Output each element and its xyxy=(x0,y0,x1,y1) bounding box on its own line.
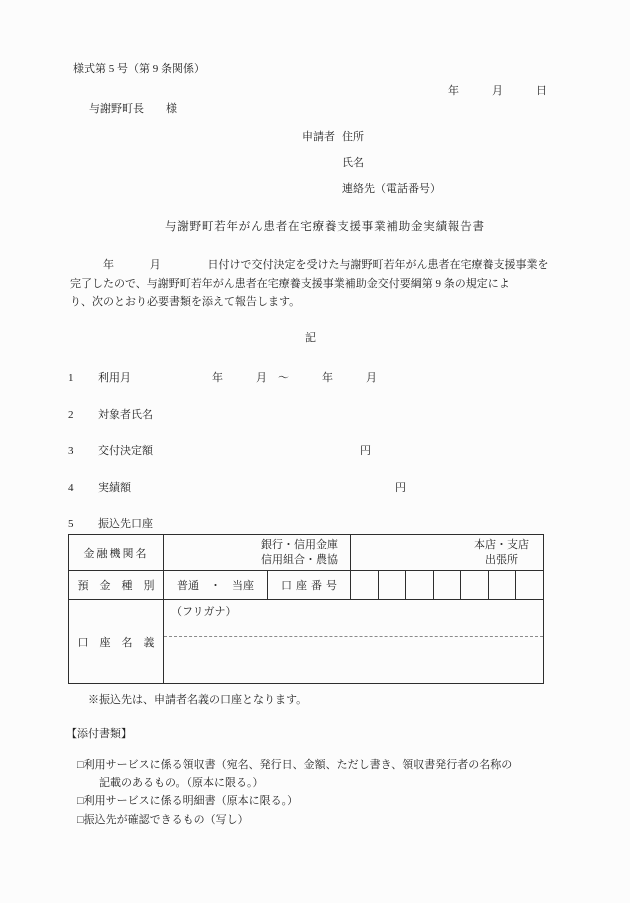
item-label: 利用月 xyxy=(98,372,131,384)
document-title: 与謝野町若年がん患者在宅療養支援事業補助金実績報告書 xyxy=(165,221,485,233)
applicant-label: 申請者 xyxy=(302,131,335,143)
item-number: 1 xyxy=(68,372,74,384)
issue-date-blank: 年 月 日 xyxy=(448,85,547,97)
deposit-type-options: 普通 ・ 当座 xyxy=(164,571,268,600)
name-field-label: 氏名 xyxy=(342,157,364,169)
item-number: 2 xyxy=(68,408,74,421)
bank-type-options xyxy=(164,535,351,571)
attachments-heading: 【添付書類】 xyxy=(66,728,132,740)
bank-type-line2: 信用組合・農協 xyxy=(261,553,338,566)
form-number: 様式第 5 号（第 9 条関係） xyxy=(73,63,205,75)
bank-account-table xyxy=(68,534,544,684)
attachment-text: 記載のあるもの。（原本に限る。） xyxy=(99,777,264,789)
branch-options xyxy=(351,535,544,571)
account-digit-cell xyxy=(434,571,461,600)
addressee: 与謝野町長 様 xyxy=(89,103,177,115)
item-number: 3 xyxy=(68,445,74,457)
attachment-text: 利用サービスに係る明細書（原本に限る。） xyxy=(83,795,299,807)
attachment-item-transfer-proof xyxy=(66,801,249,840)
yen-unit: 円 xyxy=(395,481,406,494)
body-paragraph-line-1: 年 月 日付けで交付決定を受けた与謝野町若年がん患者在宅療養支援事業を xyxy=(70,259,549,271)
account-digit-cell xyxy=(351,571,379,600)
financial-institution-header: 金融機関名 xyxy=(69,535,164,571)
body-paragraph-line-2: 完了したので、与謝野町若年がん患者在宅療養支援事業補助金交付要綱第 9 条の規定によ xyxy=(70,277,510,290)
checkbox-icon: □ xyxy=(77,758,84,771)
account-digit-cell xyxy=(461,571,489,600)
item-label: 交付決定額 xyxy=(98,445,153,457)
account-name-cell xyxy=(164,600,544,684)
account-digit-cell xyxy=(379,571,406,600)
furigana-label: （フリガナ） xyxy=(164,600,543,637)
item-number: 4 xyxy=(68,481,74,494)
bank-type-line1: 銀行・信用金庫 xyxy=(261,538,338,551)
account-number-label: 口座番号 xyxy=(268,571,351,600)
item-label: 実績額 xyxy=(98,481,131,494)
checkbox-icon: □ xyxy=(77,813,84,826)
usage-month-range-blank: 年 月 ～ 年 月 xyxy=(212,372,377,384)
checkbox-icon: □ xyxy=(77,795,84,807)
account-digit-cell xyxy=(489,571,516,600)
yen-unit: 円 xyxy=(360,445,371,457)
branch-option-block xyxy=(474,538,529,568)
body-paragraph-line-3: り、次のとおり必要書類を添えて報告します。 xyxy=(70,296,301,308)
item-label: 対象者氏名 xyxy=(98,408,153,421)
item-number: 5 xyxy=(68,518,74,530)
account-name-blank xyxy=(164,637,543,683)
contact-field-label: 連絡先（電話番号） xyxy=(342,183,441,195)
attachment-text: 振込先が確認できるもの（写し） xyxy=(83,813,249,826)
account-name-header: 口 座 名 義 xyxy=(69,600,164,684)
ki-marker: 記 xyxy=(305,332,316,344)
account-digit-cell xyxy=(406,571,434,600)
deposit-type-header: 預 金 種 別 xyxy=(69,571,164,600)
item-label: 振込先口座 xyxy=(98,518,153,530)
address-field-label: 住所 xyxy=(342,131,364,143)
attachment-text: 利用サービスに係る領収書（宛名、発行日、金額、ただし書き、領収書発行者の名称の xyxy=(83,758,513,771)
account-digit-cell xyxy=(516,571,544,600)
transfer-note: ※振込先は、申請者名義の口座となります。 xyxy=(88,694,308,706)
branch-line1: 本店・支店 xyxy=(474,538,529,551)
branch-line2: 出張所 xyxy=(485,553,518,566)
